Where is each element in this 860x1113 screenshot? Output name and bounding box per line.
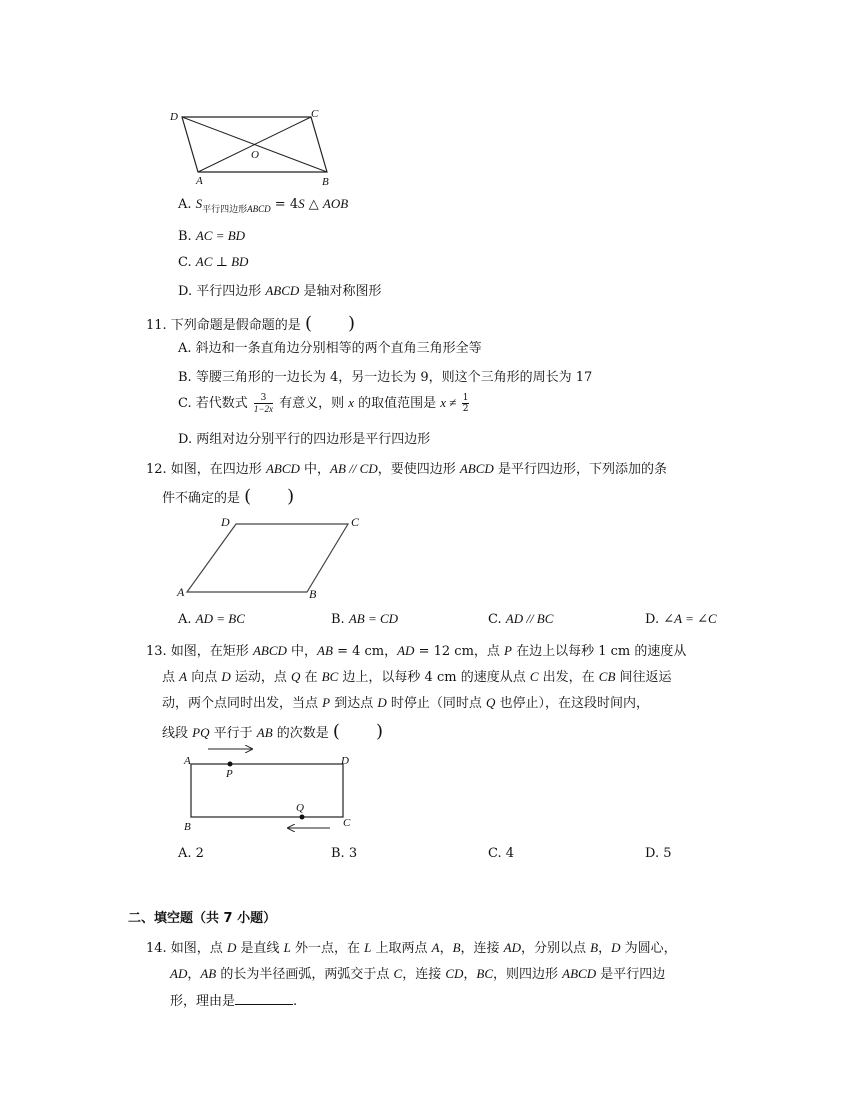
q11-option-b[interactable]: B. 等腰三角形的一边长为 4，另一边长为 9，则这个三角形的周长为 17 xyxy=(178,370,593,385)
q10-option-a[interactable]: A. $S_{平行四边形ABCD} = 4S$ △ AOB xyxy=(178,196,349,215)
q11-option-d[interactable]: D. 两组对边分别平行的四边形是平行四边形 xyxy=(178,432,431,447)
quadrilateral-shape xyxy=(187,524,348,592)
answer-blank[interactable] xyxy=(235,990,293,1005)
q13-stem-line3: 动，两个点同时出发，当点 P 到达点 D 时停止（同时点 Q 也停止），在这段时间内， xyxy=(162,695,650,711)
q12-stem-line1: 12. 如图，在四边形 ABCD 中，AB // CD，要使四边形 ABCD 是平行四边形，下列添加的条 xyxy=(146,461,667,477)
q12-option-d[interactable]: D. ∠A = ∠C xyxy=(645,611,717,627)
label-c: C xyxy=(343,817,351,829)
section-title: 二、填空题（共 7 小题） xyxy=(128,911,277,926)
q14-stem-line1: 14. 如图，点 D 是直线 L 外一点，在 L 上取两点 A，B，连接 AD，分别以点 B，D 为圆心， xyxy=(146,940,677,956)
point-q xyxy=(300,815,305,820)
q13-stem-line4: 线段 PQ 平行于 AB 的次数是 ( ) xyxy=(162,721,383,742)
fraction-1-over-2: $\frac{1}{2}$ xyxy=(462,393,469,414)
q10-option-c[interactable]: C. AC ⊥ BD xyxy=(178,254,249,270)
label-a: A xyxy=(177,585,185,599)
q13-stem-line1: 13. 如图，在矩形 ABCD 中，AB = 4 cm，AD = 12 cm，点 P 在边上以每秒 1 cm 的速度从 xyxy=(146,643,687,659)
q12-stem-line2: 件不确定的是 ( ) xyxy=(162,486,295,507)
label-c: C xyxy=(311,108,319,120)
q13-stem-line2: 点 A 向点 D 运动，点 Q 在 BC 边上，以每秒 4 cm 的速度从点 C 出发，在 CB 间往返运 xyxy=(162,669,672,685)
figure-q13-rectangle xyxy=(178,742,368,837)
label-b: B xyxy=(184,821,191,833)
q14-stem-line3: 形，理由是 . xyxy=(170,990,297,1009)
answer-paren[interactable]: ( ) xyxy=(244,486,295,507)
q11-option-a[interactable]: A. 斜边和一条直角边分别相等的两个直角三角形全等 xyxy=(178,341,482,356)
q12-option-c[interactable]: C. AD // BC xyxy=(488,611,554,627)
diagonal-bd xyxy=(182,117,327,172)
q10-option-d[interactable]: D. 平行四边形 ABCD 是轴对称图形 xyxy=(178,283,382,299)
label-d: D xyxy=(341,755,349,767)
label-d: D xyxy=(170,111,178,123)
label-p: P xyxy=(226,768,233,780)
q11-stem: 11. 下列命题是假命题的是 ( ) xyxy=(146,313,355,334)
rectangle-abcd xyxy=(191,764,343,817)
q13-option-a[interactable]: A. 2 xyxy=(178,846,204,861)
q13-option-c[interactable]: C. 4 xyxy=(488,846,515,861)
q12-option-a[interactable]: A. AD = BC xyxy=(178,611,245,627)
label-a: A xyxy=(196,175,203,187)
answer-paren[interactable]: ( ) xyxy=(332,721,383,742)
q14-stem-line2: AD，AB 的长为半径画弧，两弧交于点 C，连接 CD，BC，则四边形 ABCD 是平行四边 xyxy=(170,966,666,982)
q12-option-b[interactable]: B. AB = CD xyxy=(331,611,399,627)
q13-option-b[interactable]: B. 3 xyxy=(331,846,358,861)
label-c: C xyxy=(351,515,360,529)
label-o: O xyxy=(251,149,259,161)
point-p xyxy=(228,762,233,767)
q13-option-d[interactable]: D. 5 xyxy=(645,846,672,861)
label-d: D xyxy=(221,515,230,529)
label-b: B xyxy=(322,176,329,188)
fraction-3-over-1-2x: $\frac{3}{1-2x}$ xyxy=(253,393,273,414)
figure-q12-quadrilateral xyxy=(175,512,375,602)
label-q: Q xyxy=(296,802,304,814)
answer-paren[interactable]: ( ) xyxy=(304,313,355,334)
q11-option-c[interactable]: C. 若代数式 $\frac{3}{1-2x}$ 有意义，则 x 的取值范围是 x ≠ $\frac{1}{2}$ xyxy=(178,393,469,414)
label-b: B xyxy=(309,587,317,601)
q10-option-b[interactable]: B. AC = BD xyxy=(178,228,246,244)
figure-parallelogram-diagonals xyxy=(165,105,345,190)
label-a: A xyxy=(184,755,191,767)
